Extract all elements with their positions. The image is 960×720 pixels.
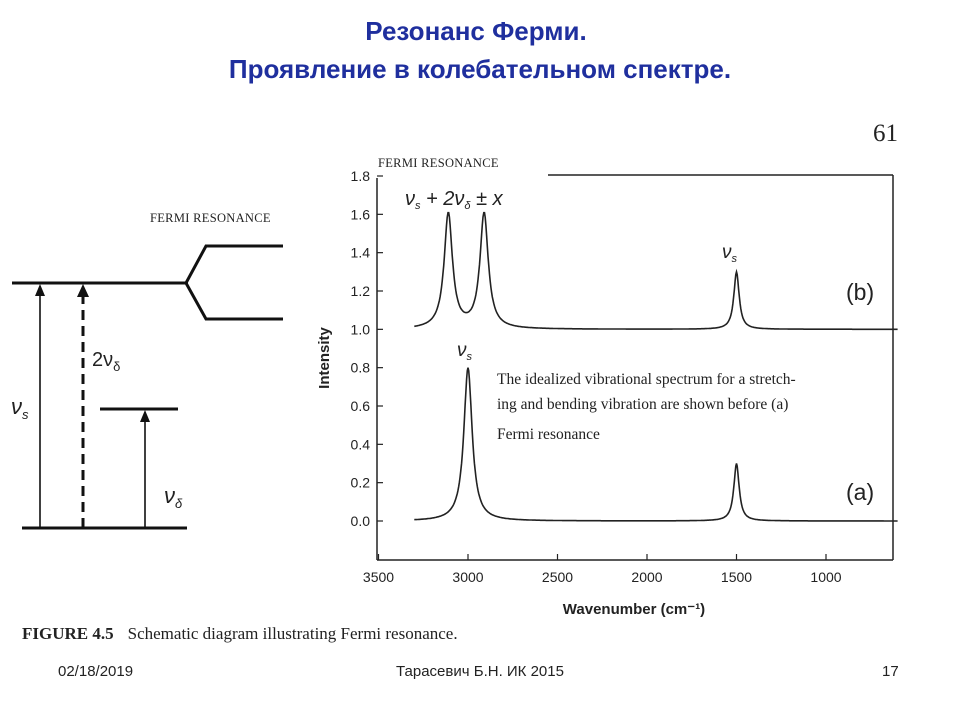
x-axis-label: Wavenumber (cm⁻¹): [562, 601, 706, 618]
y-axis-label: Intensity: [316, 327, 333, 389]
nu-delta-arrowhead: [140, 410, 150, 422]
nu-delta-label: $\nu_\delta$: [164, 483, 183, 511]
x-tick-label: 1500: [720, 569, 753, 585]
figure-caption: FIGURE 4.5 Schematic diagram illustrating Fermi resonance.: [22, 624, 458, 643]
slide-number: 17: [882, 663, 899, 680]
slide-subtitle: Проявление в колебательном спектре.: [228, 54, 732, 84]
split-level-upper: [186, 246, 283, 283]
diagram-title: FERMI RESONANCE: [150, 211, 271, 225]
series-b-label: (b): [846, 279, 875, 305]
y-tick-label: 1.4: [350, 244, 370, 261]
footer-author: Тарасевич Б.Н. ИК 2015: [396, 663, 564, 680]
nu-s-arrowhead: [35, 284, 45, 296]
x-tick-label: 1000: [810, 569, 842, 585]
slide-title: Резонанс Ферми.: [365, 16, 587, 46]
series-a-label: (a): [846, 479, 875, 505]
two-nu-delta-arrowhead: [77, 284, 89, 297]
nu-s-label: $\nu_s$: [11, 394, 29, 422]
y-tick-label: 0.8: [350, 359, 370, 376]
two-nu-delta-label: $2\nu_\delta$: [92, 349, 121, 374]
footer-date: 02/18/2019: [58, 663, 134, 680]
y-tick-label: 0.6: [350, 398, 370, 414]
split-level-lower: [186, 283, 283, 319]
x-tick-label: 2500: [541, 569, 574, 585]
y-tick-label: 1.6: [350, 206, 370, 223]
annotation-line-3: Fermi resonance: [497, 426, 600, 443]
spectrum-chart: [316, 156, 898, 618]
y-tick-label: 0.4: [350, 436, 370, 453]
y-tick-label: 1.2: [350, 283, 370, 299]
annotation-line-1: The idealized vibrational spectrum for a stretch-: [497, 371, 796, 388]
chart-title: FERMI RESONANCE: [378, 156, 499, 170]
x-axis-ticks: [363, 554, 842, 585]
peak-label-b-1500: $\nu_s$: [722, 242, 737, 265]
energy-level-diagram: [11, 211, 283, 528]
spectrum-line-b: [414, 213, 897, 330]
annotation-line-2: ing and bending vibration are shown before (a): [497, 396, 789, 413]
x-tick-label: 3000: [452, 569, 484, 585]
y-tick-label: 0.0: [350, 513, 370, 529]
y-tick-label: 0.2: [350, 474, 370, 491]
x-tick-label: 3500: [362, 569, 395, 585]
peak-label-a-3000: $\nu_s$: [457, 340, 472, 363]
book-page-number: 61: [873, 120, 898, 147]
y-tick-label: 1.8: [350, 168, 370, 184]
fermi-doublet-label: $\nu_s + 2\nu_\delta \pm x$: [405, 188, 503, 212]
y-axis-ticks: [351, 168, 383, 529]
y-tick-label: 1.0: [350, 321, 370, 338]
x-tick-label: 2000: [631, 569, 663, 585]
